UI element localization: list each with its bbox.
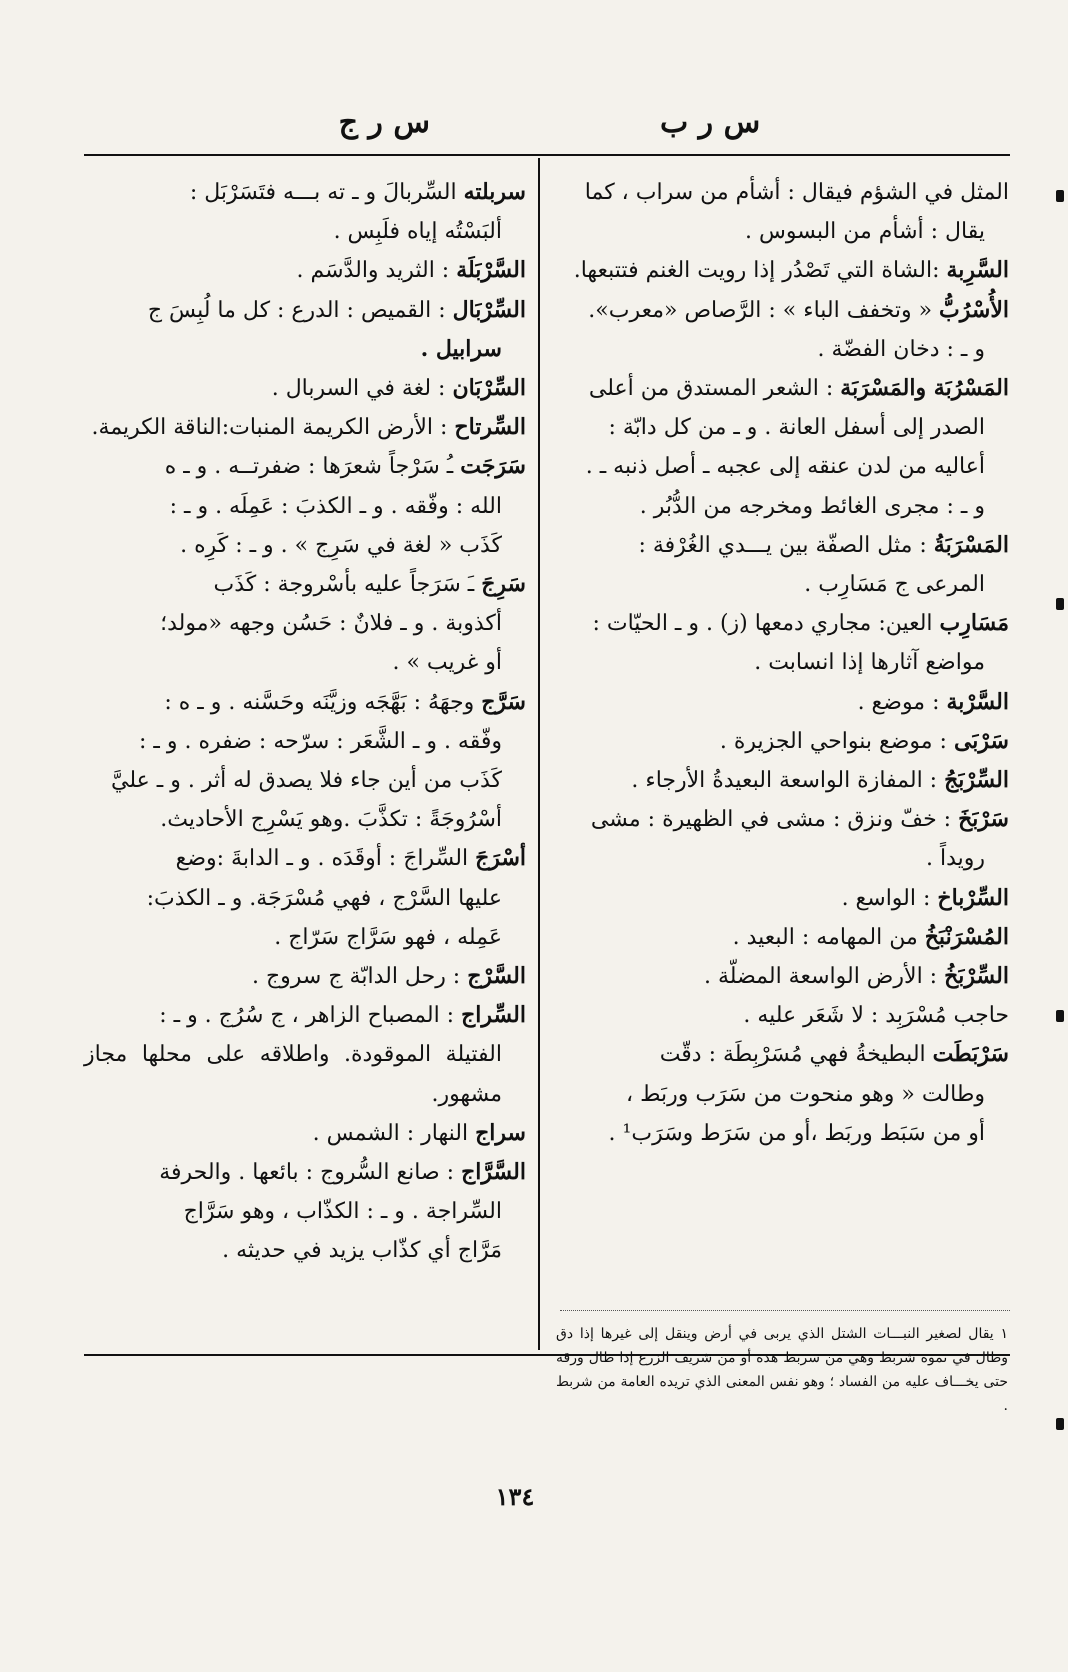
edge-mark [1056,1010,1064,1022]
definition-text: من المهامه : البعيد . [732,924,918,950]
entry-line [84,447,526,486]
entry-line [552,251,1009,290]
definition-text: الله : وفّقه . و ـ الكذبَ : عَمِلَه . و ـ : [169,493,502,519]
entry-continuation-line [552,565,1009,604]
entry-continuation-line [552,487,1009,526]
entry-continuation-line [84,212,526,251]
definition-text: يقال : أشأم من البسوس . [744,219,985,245]
definition-text: عَمِله ، فهو سَرَّاج سَرّاج . [274,924,502,950]
definition-text: : رحل الدابّة ج سروج . [251,964,461,990]
page-number: ١٣٤ [495,1482,535,1511]
headword: سراج [475,1119,526,1146]
entry-continuation-line [552,408,1009,447]
entry-continuation-line [84,526,526,565]
entry-continuation-line [84,1035,526,1113]
entry-line [84,173,526,212]
definition-text: وفّقه . و ـ الشَّعَر : سرّحه : ضفره . و ـ : [139,728,502,754]
headword: سَرْبَطَت [932,1041,1009,1068]
top-rule [84,154,1010,156]
definition-text: : الواسع . [841,885,931,911]
entry-continuation-line [84,722,526,761]
definition-text: : لغة في السربال . [271,376,446,402]
headword: سَرْبَخَ [958,806,1009,833]
entry-line [84,408,526,447]
entry-line [84,957,526,996]
entry-continuation-line [84,1192,526,1231]
definition-text: : الشعر المستدق من أعلى [588,376,834,402]
entry-line [84,369,526,408]
headword: سَرَجَت [460,453,526,480]
headword: السِّرْباخ [937,884,1009,911]
headword: مَسَارِب [939,610,1009,637]
definition-text: « وتخفف الباء » : الرَّصاص «معرب». [588,297,933,323]
right-column [552,173,1009,1153]
definition-text: مواضع آثارها إذا انسابت . [754,650,985,676]
headword: السِّرْبَان [452,375,526,402]
definition-text: : المصباح الزاهر ، ج سُرُج . و ـ : [159,1003,455,1029]
entry-line [552,683,1009,722]
footnote: ١ يقال لصغير النبـــات الشتل الذي يربى في أرض وينقل إلى غيرها إذا دق وطال في نموه شربط وهي من سربط هذه أو من شريف الزرع إذا طال ورقه حتى يخـــاف عليه من الفساد ؛ وهو نفس المعنى الذي تريده العامة من شربط . [556,1326,1008,1414]
headword: السَّرْج [467,963,526,990]
headword: سربلته [463,179,526,205]
definition-text: سرابيل . [420,335,502,362]
definition-text: عليها السَّرْج ، فهي مُسْرَجَة. و ـ الكذبَ: [146,885,502,911]
entry-continuation-line [552,643,1009,682]
entry-line [552,291,1009,330]
entry-continuation-line [84,604,526,643]
entry-line [84,291,526,330]
right-header: س ر ب [660,105,761,140]
entry-continuation-line [552,330,1009,369]
definition-text: : القميص : الدرع : كل ما لُبِسَ ج [147,297,446,323]
definition-text: : صانع السُّروج : بائعها . والحرفة [159,1160,455,1186]
definition-text: أعاليه من لدن عنقه إلى عجبه ـ أصل ذنبه ـ . [585,454,985,480]
entry-line [552,1035,1009,1074]
column-divider [538,158,540,1350]
definition-text: ـُ سَرْجاً شعرَها : ضفرتــه . و ـ ه [164,454,454,480]
definition-text: السِّربالَ و ـ ته بـــه فتَسَرْبَل : [189,180,457,205]
entry-continuation-line [552,212,1009,251]
headword: السَّرَّاج [461,1159,526,1186]
headword: السِّرْبَال [452,296,526,323]
entry-line [552,173,1009,212]
entry-continuation-line [84,879,526,918]
entry-continuation-line [552,839,1009,878]
definition-text: كَذَب من أين جاء فلا يصدق له أثر . و ـ عليَّ [111,768,502,794]
definition-text: السِّراجة . و ـ : الكذّاب ، وهو سَرَّاج [183,1199,502,1225]
definition-text: مَرَّاج أي كذّاب يزيد في حديثه . [222,1238,502,1264]
definition-text: النهار : الشمس . [312,1120,469,1146]
entry-continuation-line [84,918,526,957]
definition-text: : موضع . [857,689,940,715]
entry-line [84,839,526,878]
footnote-separator [560,1310,1010,1311]
headword: سَرِجَ [481,571,526,598]
headword: سَرْبَى [953,727,1009,754]
headword: الأُسْرُبُّ [939,296,1009,323]
definition-text: أو من سَبَط وربَط ،أو من سَرَط وسَرَب¹ . [608,1120,985,1146]
definition-text: : المفازة الواسعة البعيدةُ الأرجاء . [631,768,938,794]
headword: أسْرَجَ [475,845,526,872]
definition-text: ألبَسْتُه إياه فلَبِس . [333,219,502,245]
entry-line [552,722,1009,761]
definition-text: حاجب مُسْرَبِد : لا شَعَر عليه . [743,1003,1009,1029]
edge-mark [1056,598,1064,610]
definition-text: أكذوبة . و ـ فلانٌ : حَسُن وجهه «مولد؛ [160,611,502,637]
entry-continuation-line [84,1231,526,1270]
entry-continuation-line [84,761,526,800]
entry-line [552,996,1009,1035]
entry-line [552,604,1009,643]
headword: السِّرْبَجُ [944,767,1009,794]
headword: المُسْرَنْبَخُ [924,923,1009,950]
entry-continuation-line [84,487,526,526]
entry-line [552,918,1009,957]
entry-line [552,761,1009,800]
headword: السِّرْبَخُ [944,963,1009,990]
edge-mark [1056,190,1064,202]
entry-continuation-line [84,800,526,839]
entry-continuation-line [84,643,526,682]
headword: سَرَّج [481,688,526,715]
entry-line [84,565,526,604]
definition-text: أو غريب » . [392,650,502,676]
definition-text: المثل في الشؤم فيقال : أشأم من سراب ، كما [584,180,1009,205]
entry-line [84,251,526,290]
definition-text: السِّراجَ : أوقَدَه . و ـ الدابةَ :وضع [175,846,469,872]
entry-line [84,683,526,722]
definition-text: وجهَهُ : بَهَّجَه وزيَّنَه وحَسَّنه . و ـ ه : [164,689,475,715]
definition-text: : خفّ ونزق : مشى في الظهيرة : مشى [590,807,952,833]
definition-text: : الأرض الواسعة المضلّة . [704,964,938,990]
entry-line [84,996,526,1035]
definition-text: رويداً . [925,846,985,872]
headword: السِّرتاح [454,414,526,441]
definition-text: : مثل الصفّة بين يـــدي الغُرْفة : [638,532,927,558]
definition-text: كَذَب « لغة في سَرِج » . و ـ : كَرِه . [180,532,502,558]
definition-text: : الأرض الكريمة المنبات:الناقة الكريمة. [91,415,448,441]
definition-text: :الشاة التي تَصْدُر إذا رويت الغنم فتتبعها. [573,258,940,284]
headword: السَّرِبة [946,257,1009,284]
definition-text: : الثريد والدَّسَم . [296,258,450,284]
definition-text: الفتيلة الموقودة. واطلاقه على محلها مجاز مشهور. [84,1042,502,1107]
definition-text: و ـ : دخان الفضّة . [817,336,985,362]
headword: السِّراج [461,1002,526,1029]
entry-line [84,1114,526,1153]
definition-text: المرعى ج مَسَارِب . [804,572,985,598]
definition-text: و ـ : مجرى الغائط ومخرجه من الدُّبُر . [639,493,985,519]
edge-mark [1056,1418,1064,1430]
headword: السَّرْبة [946,688,1009,715]
left-column [84,173,526,1271]
entry-continuation-line [552,447,1009,486]
entry-line [552,879,1009,918]
entry-line [552,369,1009,408]
left-header: س ر ج [338,105,430,140]
headword: السَّرْبَلَة [456,257,526,284]
entry-line [552,800,1009,839]
headword: المَسْرَبَةُ [933,531,1009,558]
definition-text: الصدر إلى أسفل العانة . و ـ من كل دابّة : [608,415,985,441]
entry-continuation-line [84,330,526,369]
headword: المَسْرُبَة والمَسْرَبَة [840,375,1009,402]
definition-text: أسْرُوجَةً : تكذَّبَ .وهو يَسْرِج الأحاديث. [160,807,502,833]
definition-text: ـَ سَرَجاً عليه بأسْروجة : كَذَب [213,572,475,598]
entry-line [552,526,1009,565]
definition-text: البطيخةُ فهي مُسَرْبِطَة : دقّت [659,1042,926,1068]
definition-text: وطالت « وهو منحوت من سَرَب وربَط ، [625,1081,985,1107]
entry-continuation-line [552,1075,1009,1114]
entry-line [552,957,1009,996]
definition-text: العين: مجاري دمعها (ز) . و ـ الحيّات : [592,611,933,637]
entry-line [84,1153,526,1192]
entry-continuation-line [552,1114,1009,1153]
definition-text: : موضع بنواحي الجزيرة . [719,728,947,754]
